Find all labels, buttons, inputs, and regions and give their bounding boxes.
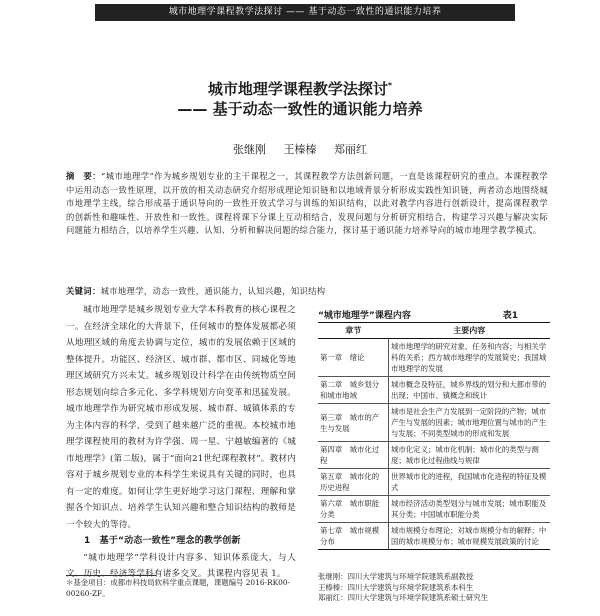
author-name: 郑丽红 — [334, 143, 367, 156]
table-cell-content: 城市地理学的研究对象、任务和内容；与相关学科的关系；西方城市地理学的发展简史；我国城市地理学的发展 — [389, 339, 551, 377]
table-cell-content: 城市概念及特征，城乡界线的划分和大都市带的出现；中国市、镇概念和统计 — [389, 377, 551, 404]
author-info — [318, 572, 553, 604]
table-header-content: 主要内容 — [389, 323, 551, 339]
body-paragraph: “城市地理学”学科设计内容多、知识体系庞大，与人文、历史、经济等学科有诸多交叉。其课程内容见表 1。 — [66, 552, 296, 579]
table-cell-chapter: 第一章 绪论 — [318, 339, 389, 377]
keywords-text: 城市地理学，动态一致性，通识能力，认知兴趣，知识结构 — [100, 286, 326, 296]
authors — [0, 141, 600, 157]
table-row — [318, 523, 550, 550]
table-cell-content: 世界城市化的进程，我国城市化进程的特征及模式 — [389, 469, 551, 496]
author-name: 王榛榛 — [283, 143, 317, 156]
footnote-divider — [66, 575, 156, 576]
table-row — [318, 377, 550, 404]
author-info-line: 张继刚：四川大学建筑与环境学院建筑系副教授 — [318, 572, 474, 581]
article-title — [0, 78, 600, 99]
table-caption — [318, 308, 548, 321]
title-main: 城市地理学课程教学法探讨 — [207, 80, 388, 98]
table-cell-content: 城市经济活动类型划分与城市发展；城市职能及其分类；中国城市职能分类 — [389, 496, 551, 523]
table-cell-content: 城市是社会生产力发展到一定阶段的产物；城市产生与发展的因素；城市地理位置与城市的产生与发展；不同类型城市的形成和发展 — [389, 404, 551, 442]
author-info-line: 王榛榛：四川大学建筑与环境学院建筑系本科生 — [318, 582, 474, 592]
table-cell-content: 城市规模分布理论；对城市规模分布的解释；中国的城市规模分布；城市规模发展政策的讨论 — [389, 523, 551, 550]
table-row — [318, 496, 550, 523]
course-content-table — [318, 322, 550, 550]
table-cell-chapter: 第三章 城市的产生与发展 — [318, 404, 389, 442]
table-row — [318, 339, 550, 377]
running-header: 城市地理学课程教学法探讨 —— 基于动态一致性的通识能力培养 — [95, 4, 515, 21]
table-number: 表1 — [502, 311, 518, 321]
table-cell-chapter: 第六章 城市职能分类 — [318, 496, 389, 523]
section-heading: 1 基于“动态一致性”理念的教学创新 — [84, 536, 241, 546]
article-subtitle: —— 基于动态一致性的通识能力培养 — [177, 100, 423, 118]
table-cell-chapter: 第四章 城市化过程 — [318, 442, 389, 469]
table-title: “城市地理学”课程内容 — [318, 311, 411, 321]
table-header-row — [318, 323, 550, 339]
author-name: 张继刚 — [233, 143, 266, 156]
table-cell-chapter: 第七章 城市规模分布 — [318, 523, 389, 550]
body-column-left — [66, 302, 296, 583]
footnote: ＊基金项目：成都市科技局软科学重点课题，课题编号 2016-RK00-00260-ZF。 — [66, 578, 291, 598]
table-cell-chapter: 第五章 城市化的历史进程 — [318, 469, 389, 496]
abstract-text: “城市地理学”作为城乡规划专业的主干课程之一，其课程教学方法创新问题，一直是该课程研究的重点。本课程教学中运用动态一致性原理，以开放的相关动态研究介绍形成理论知识链和以地域背景分析形成实践性知识链，两者动态地围绕城市地理学主线，综合形成基于通识导向的一致性开放式学习与训练的知识结构，以此对教学内容进行创新设计，提高课程教学的创新性和趣味性、开放性和一致性。课程将课下分课上互动相结合，发现问题与分析研究相结合，构建学习兴趣与解决实际问题能力相结合，以培养学生兴趣、认知、分析和解决问题的综合能力，探讨基于通识能力培养导向的城市地理学教学模式。 — [66, 171, 548, 236]
table-header-chapter: 章节 — [318, 323, 389, 339]
table-row — [318, 404, 550, 442]
keywords-label: 关键词： — [66, 286, 101, 296]
table-row — [318, 442, 550, 469]
body-paragraph: 城市地理学是城乡规划专业大学本科教育的核心课程之一。在经济全球化的大背景下，任何城市的整体发展都必须从地理区域的角度去协调与定位，城市的发展依赖于区域的整体提升。功能区、经济区、城市群、都市区、同城化等地理区域研究方兴未艾。城乡规划设计科学在由传统物质空间形态规划向综合多元化、多学科规划方向变革和迅猛发展。城市地理学作为研究城市形成发展、城市群、城镇体系的专为主体内容的科学，受到了越来越广泛的重视。本校城市地理学课程使用的教材为许学强、周一星、宁越敏编著的《城市地理学》(第二版)，属于“面向21世纪课程教材”。教材内容对于城乡规划专业的本科学生来说具有关键的同时，也具有一定的难度。如何让学生更好地学习这门课程、理解和掌握各个知识点、培养学生认知兴趣和整合知识结构的教师是一个较大的等待。 — [66, 305, 296, 530]
abstract-label: 摘 要： — [66, 171, 102, 181]
table-cell-content: 城市化定义；城市化机制；城市化的类型与测度；城市化过程曲线与规律 — [389, 442, 551, 469]
title-footnote-mark: * — [387, 81, 393, 90]
table-row — [318, 469, 550, 496]
abstract — [66, 170, 548, 238]
table-cell-chapter: 第二章 城乡划分和城市地域 — [318, 377, 389, 404]
keywords — [66, 285, 548, 298]
author-info-line: 郑丽红：四川大学建筑与环境学院建筑系硕士研究生 — [318, 593, 488, 602]
